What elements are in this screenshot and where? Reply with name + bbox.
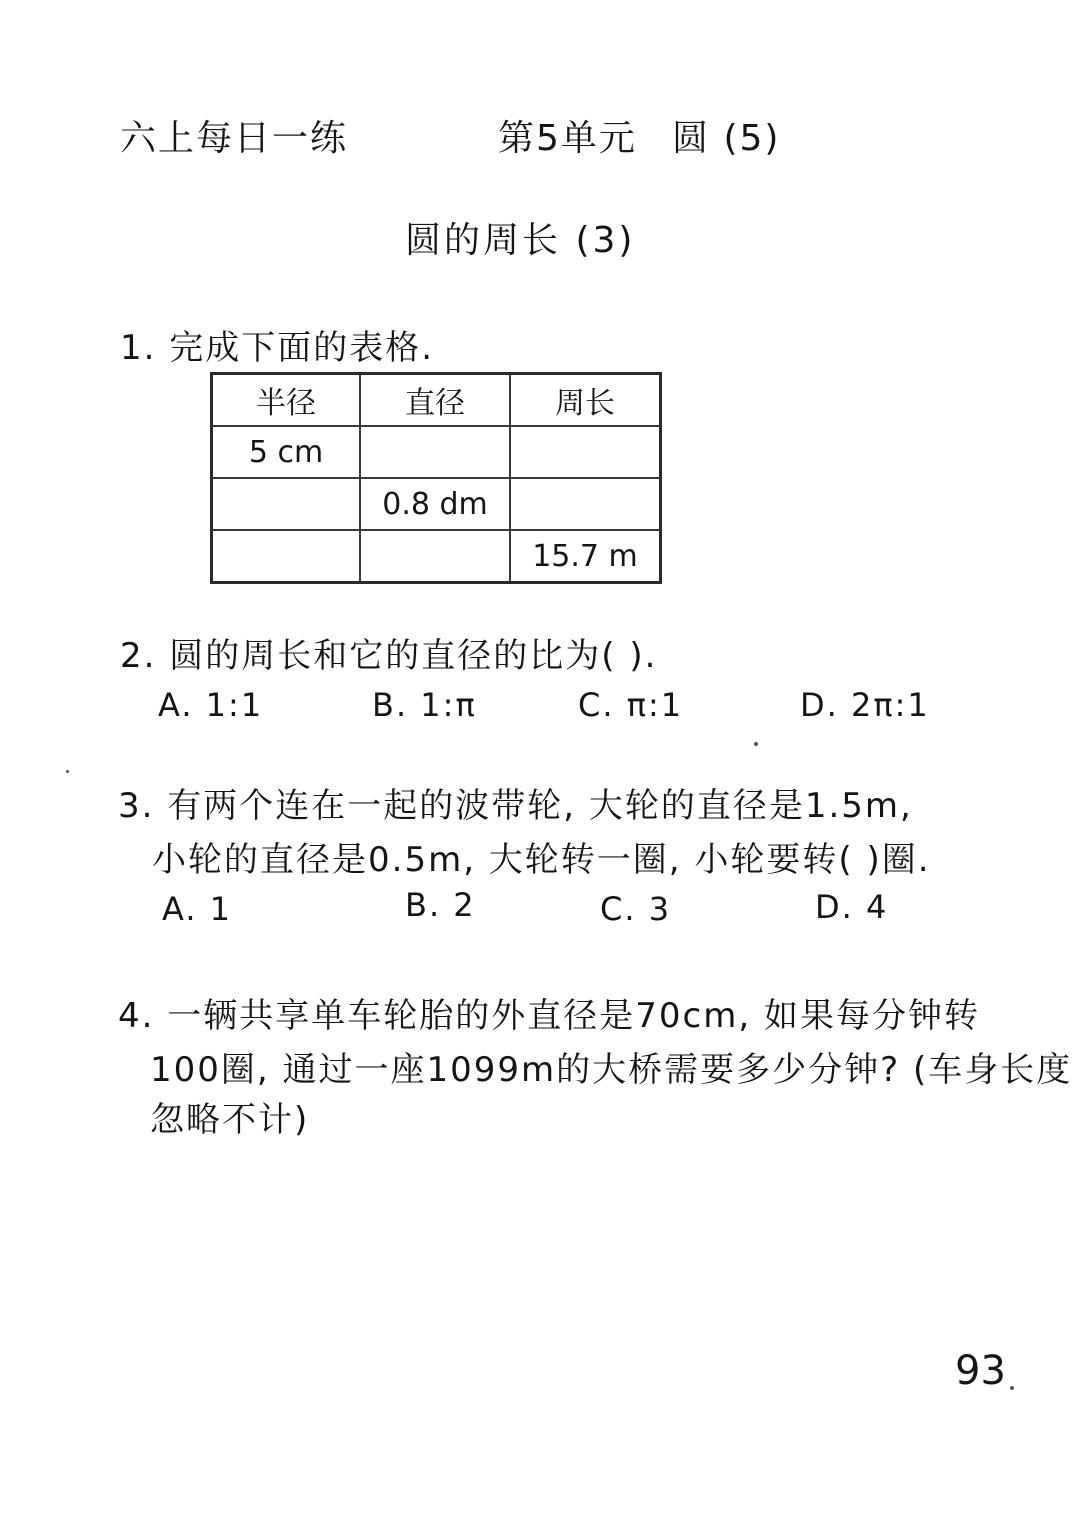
question-3-line-2: 小轮的直径是0.5m, 大轮转一圈, 小轮要转( )圈. bbox=[152, 840, 931, 880]
table-row bbox=[212, 426, 661, 478]
question-3-option-c: C. 3 bbox=[600, 890, 672, 928]
question-4-line-2: 100圈, 通过一座1099m的大桥需要多少分钟? (车身长度 bbox=[150, 1050, 1073, 1090]
page-number: 93 bbox=[955, 1348, 1006, 1394]
table-row bbox=[212, 530, 661, 583]
question-4-line-3: 忽略不计) bbox=[150, 1100, 310, 1140]
table-cell bbox=[360, 426, 510, 478]
header-unit: 第5单元 bbox=[498, 118, 637, 159]
scan-speck bbox=[66, 770, 69, 773]
table-cell bbox=[212, 478, 361, 530]
table-cell bbox=[510, 478, 661, 530]
scan-speck bbox=[754, 742, 758, 746]
header-lesson: 圆 (5) bbox=[672, 118, 781, 159]
question-2-text: 2. 圆的周长和它的直径的比为( ). bbox=[120, 636, 658, 676]
table-row bbox=[212, 478, 661, 530]
question-3-option-a: A. 1 bbox=[162, 890, 233, 928]
question-3-option-b: B. 2 bbox=[405, 886, 476, 924]
table-cell bbox=[212, 530, 361, 583]
table-header-radius: 半径 bbox=[212, 374, 361, 427]
table-cell: 5 cm bbox=[212, 426, 361, 478]
question-2-option-b: B. 1:π bbox=[372, 686, 477, 724]
scan-speck bbox=[1010, 1386, 1014, 1390]
circle-table bbox=[210, 372, 662, 584]
table-header-circumference: 周长 bbox=[510, 374, 661, 427]
table-cell bbox=[360, 530, 510, 583]
question-3-line-1: 3. 有两个连在一起的波带轮, 大轮的直径是1.5m, bbox=[118, 786, 913, 826]
question-1-text: 1. 完成下面的表格. bbox=[120, 328, 435, 368]
table-header-row bbox=[212, 374, 661, 427]
question-4-line-1: 4. 一辆共享单车轮胎的外直径是70cm, 如果每分钟转 bbox=[118, 996, 980, 1036]
table-header-diameter: 直径 bbox=[360, 374, 510, 427]
table-cell: 0.8 dm bbox=[360, 478, 510, 530]
question-2-option-c: C. π:1 bbox=[578, 686, 684, 724]
question-3-option-d: D. 4 bbox=[815, 888, 889, 926]
question-2-option-d: D. 2π:1 bbox=[800, 686, 930, 724]
table-cell bbox=[510, 426, 661, 478]
table-cell: 15.7 m bbox=[510, 530, 661, 583]
page-subtitle: 圆的周长 (3) bbox=[405, 220, 636, 261]
header-series-title: 六上每日一练 bbox=[120, 118, 349, 159]
question-2-option-a: A. 1:1 bbox=[158, 686, 264, 724]
